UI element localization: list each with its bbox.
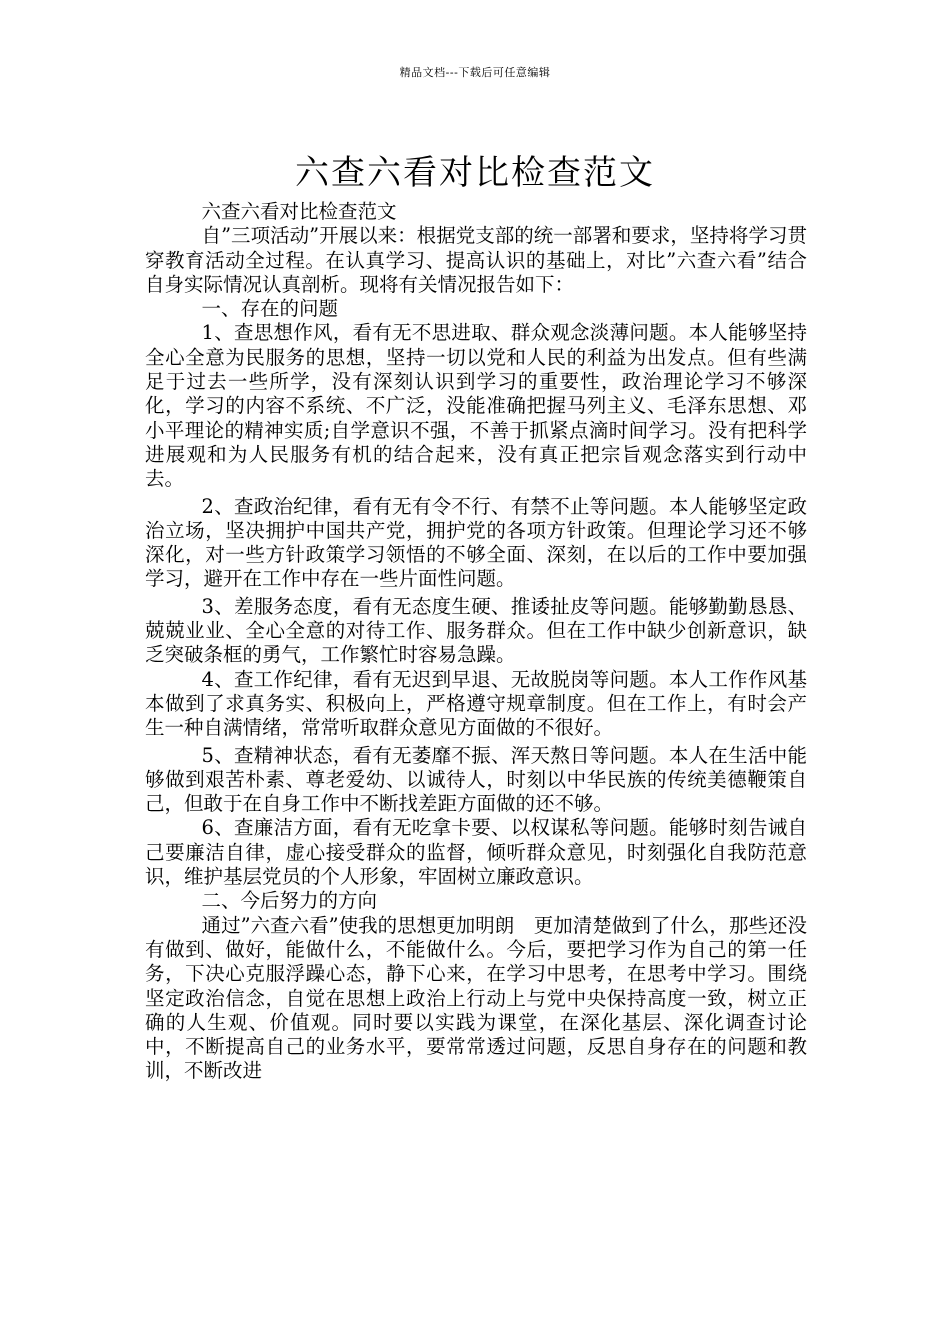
section-heading-problems: 一、存在的问题 (201, 297, 339, 321)
paragraph-item-1: 1、查思想作风，看有无不思进取、群众观念淡薄问题。本人能够坚持全心全意为民服务的思想，坚持一切以党和人民的利益为出发点。但有些满足于过去一些所学，没有深刻认识到学习的重要性，政治理论学习不够深化，学习的内容不系统、不广泛，没能准确把握马列主义、毛泽东思想、邓小平理论的精神实质;自学意识不强，不善于抓紧点滴时间学习。没有把科学进展观和为人民服务有机的结合起来，没有真正把宗旨观念落实到行动中去。 (145, 321, 807, 491)
paragraph-item-6: 6、查廉洁方面，看有无吃拿卡要、以权谋私等问题。能够时刻告诫自己要廉洁自律，虚心接受群众的监督，倾听群众意见，时刻强化自我防范意识，维护基层党员的个人形象，牢固树立廉政意识。 (145, 816, 807, 889)
section-heading-direction: 二、今后努力的方向 (201, 889, 378, 913)
paragraph-item-2: 2、查政治纪律，看有无有令不行、有禁不止等问题。本人能够坚定政治立场，坚决拥护中国共产党，拥护党的各项方针政策。但理论学习还不够深化，对一些方针政策学习领悟的不够全面、深刻，在以后的工作中要加强学习，避开在工作中存在一些片面性问题。 (145, 494, 807, 591)
paragraph-item-5: 5、查精神状态，看有无萎靡不振、浑天熬日等问题。本人在生活中能够做到艰苦朴素、尊老爱幼、以诚待人，时刻以中华民族的传统美德鞭策自己，但敢于在自身工作中不断找差距方面做的还不够。 (145, 743, 807, 816)
paragraph-item-3: 3、差服务态度，看有无态度生硬、推诿扯皮等问题。能够勤勤恳恳、兢兢业业、全心全意的对待工作、服务群众。但在工作中缺少创新意识，缺乏突破条框的勇气，工作繁忙时容易急躁。 (145, 594, 807, 667)
document-body (145, 200, 807, 1084)
header-note: 精品文档---下载后可任意编辑 (399, 66, 551, 79)
paragraph-intro: 自”三项活动”开展以来：根据党支部的统一部署和要求，坚持将学习贯穿教育活动全过程。在认真学习、提高认识的基础上，对比”六查六看”结合自身实际情况认真剖析。现将有关情况报告如下： (145, 224, 807, 296)
document-title: 六查六看对比检查范文 (295, 152, 655, 193)
paragraph-direction: 通过”六查六看”使我的思想更加明朗 更加清楚做到了什么，那些还没有做到、做好，能做什么，不能做什么。今后，要把学习作为自己的第一任务，下决心克服浮躁心态，静下心来，在学习中思考，在思考中学习。围绕坚定政治信念，自觉在思想上政治上行动上与党中央保持高度一致，树立正确的人生观、价值观。同时要以实践为课堂，在深化基层、深化调查讨论中，不断提高自己的业务水平，要常常透过问题，反思自身存在的问题和教训，不断改进 (145, 913, 807, 1083)
paragraph-subtitle: 六查六看对比检查范文 (201, 200, 397, 223)
paragraph-item-4: 4、查工作纪律，看有无迟到早退、无故脱岗等问题。本人工作作风基本做到了求真务实、积极向上，严格遵守规章制度。但在工作上，有时会产生一种自满情绪，常常听取群众意见方面做的不很好。 (145, 667, 807, 740)
